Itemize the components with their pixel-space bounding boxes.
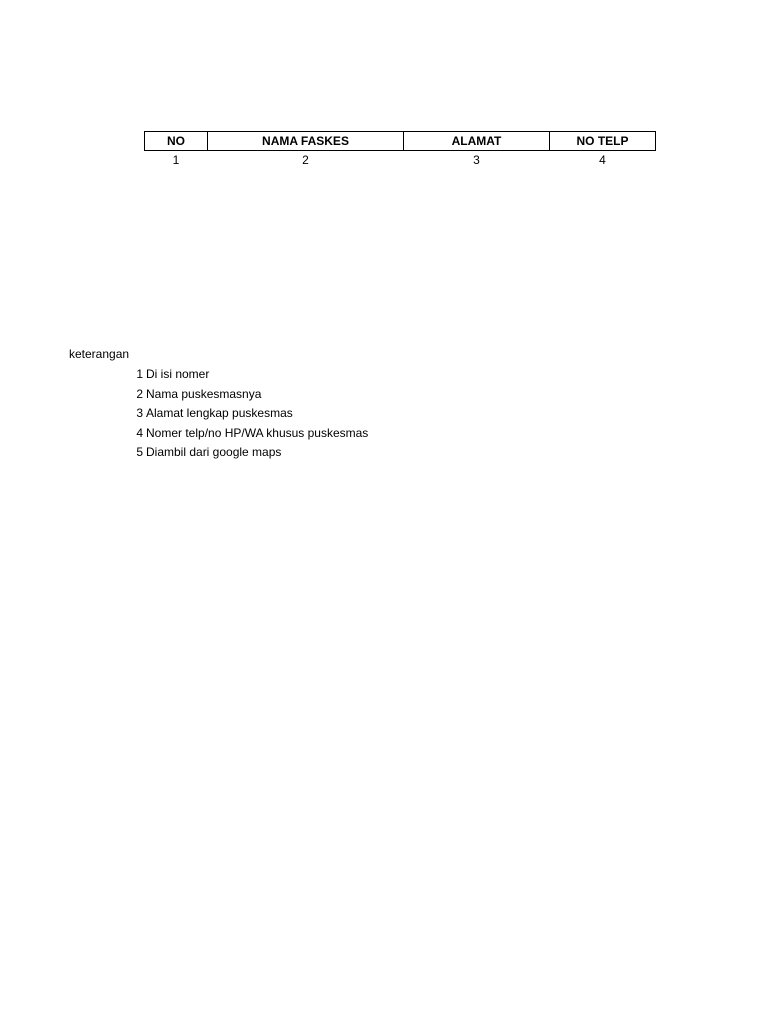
note-text: Alamat lengkap puskesmas — [146, 406, 293, 420]
notes-list — [120, 365, 368, 463]
note-number: 1 — [136, 367, 143, 381]
note-number: 5 — [136, 445, 143, 459]
list-item — [120, 385, 368, 405]
table-cell: 1 — [172, 153, 180, 167]
note-text: Nama puskesmasnya — [146, 386, 262, 401]
table-cell: 3 — [473, 153, 480, 167]
faskes-table — [144, 131, 656, 170]
column-header-nama-faskes: NAMA FASKES — [208, 132, 404, 151]
note-text: Di isi nomer — [146, 367, 210, 381]
table-cell: 4 — [599, 153, 606, 167]
list-item — [120, 424, 368, 444]
column-header-no-telp: NO TELP — [550, 132, 656, 151]
list-item — [120, 365, 368, 385]
list-item — [120, 404, 368, 424]
note-number: 3 — [136, 406, 143, 420]
note-text: Nomer telp/no HP/WA khusus puskesmas — [146, 425, 369, 440]
note-number: 4 — [136, 425, 143, 440]
table-row — [145, 151, 656, 171]
table-header-row — [145, 132, 656, 151]
note-number: 2 — [136, 386, 143, 401]
table-cell: 2 — [302, 153, 309, 167]
column-header-alamat: ALAMAT — [404, 132, 550, 151]
notes-title: keterangan — [69, 347, 130, 361]
list-item — [120, 443, 368, 463]
column-header-no: NO — [145, 132, 208, 151]
note-text: Diambil dari google maps — [146, 445, 282, 459]
